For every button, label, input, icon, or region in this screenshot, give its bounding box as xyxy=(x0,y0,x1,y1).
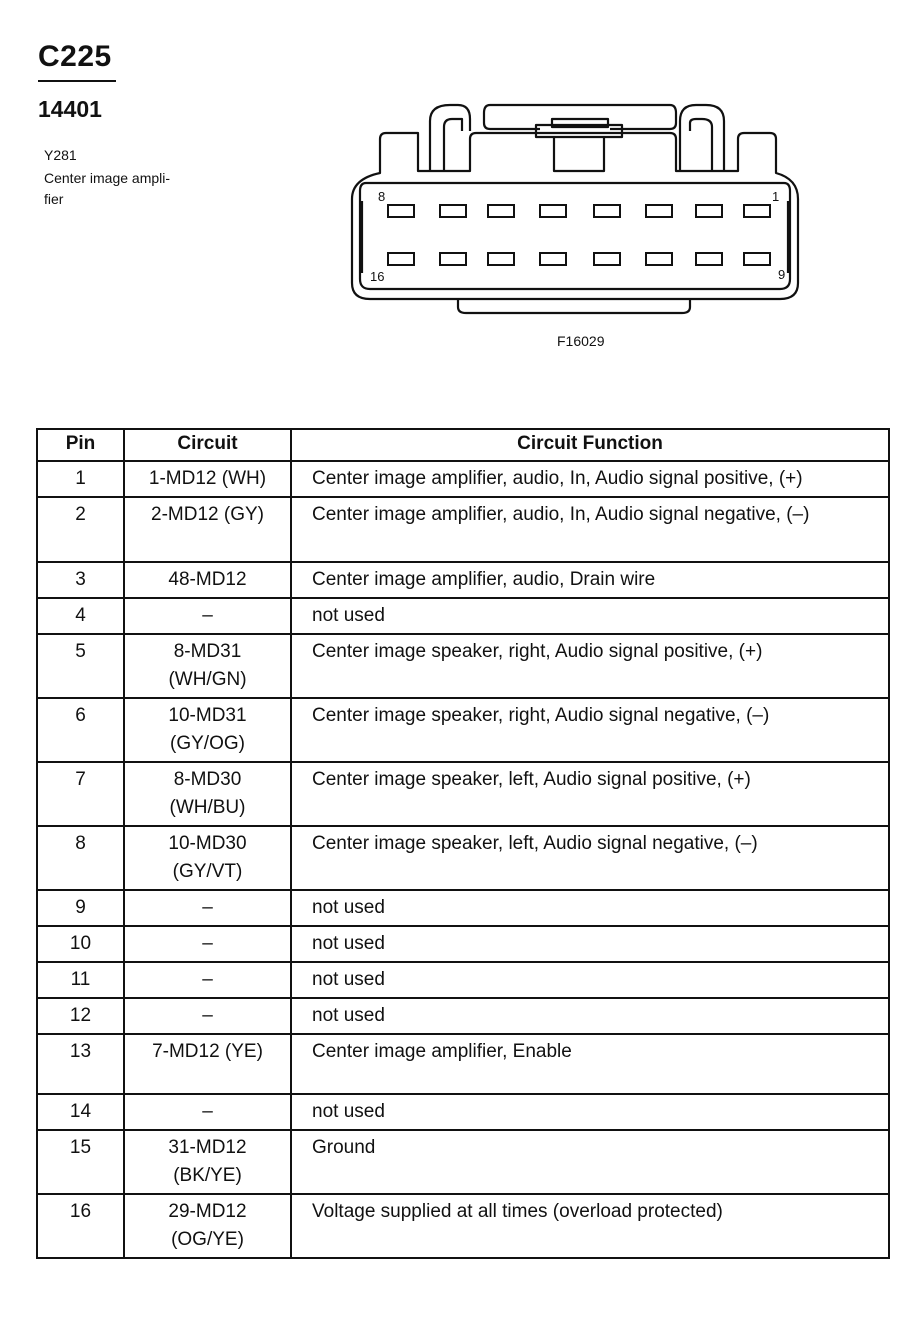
table-row xyxy=(37,461,889,497)
table-row xyxy=(37,1094,889,1130)
table-row xyxy=(37,926,889,962)
circuit-cell: – xyxy=(124,1094,291,1130)
connector-inner-outline xyxy=(360,183,790,289)
table-row xyxy=(37,698,889,762)
pin-label-top-right: 1 xyxy=(772,189,780,204)
pin-cell: 15 xyxy=(37,1130,124,1194)
pin-cell: 11 xyxy=(37,962,124,998)
pin-cell: 7 xyxy=(37,762,124,826)
function-cell: not used xyxy=(291,926,889,962)
connector-face-diagram xyxy=(340,95,810,320)
pin-cell: 10 xyxy=(37,926,124,962)
pin-label-bottom-right: 9 xyxy=(778,267,786,282)
circuit-cell: – xyxy=(124,998,291,1034)
table-row xyxy=(37,598,889,634)
pin-table-body xyxy=(37,461,889,1258)
function-cell: Center image speaker, right, Audio signal positive, (+) xyxy=(291,634,889,698)
pin-cavity xyxy=(388,253,414,265)
pin-cell: 3 xyxy=(37,562,124,598)
table-row xyxy=(37,634,889,698)
circuit-cell: 31-MD12 (BK/YE) xyxy=(124,1130,291,1194)
pin-cell: 12 xyxy=(37,998,124,1034)
circuit-cell: – xyxy=(124,926,291,962)
table-row xyxy=(37,762,889,826)
pin-cavity xyxy=(646,253,672,265)
pin-cavity xyxy=(488,205,514,217)
header-pin: Pin xyxy=(37,429,124,461)
bottom-key xyxy=(458,299,690,313)
pin-cavity xyxy=(594,253,620,265)
function-cell: Center image speaker, right, Audio signal negative, (–) xyxy=(291,698,889,762)
pin-cavity xyxy=(594,205,620,217)
left-latch xyxy=(430,105,470,171)
function-cell: Center image amplifier, audio, In, Audio signal negative, (–) xyxy=(291,497,889,562)
component-code: Y281 xyxy=(44,147,77,163)
connector-id: C225 xyxy=(38,40,112,73)
pin-table xyxy=(36,428,890,1259)
pin-cell: 1 xyxy=(37,461,124,497)
pin-cell: 13 xyxy=(37,1034,124,1094)
function-cell: not used xyxy=(291,998,889,1034)
pin-cell: 14 xyxy=(37,1094,124,1130)
pin-label-bottom-left: 16 xyxy=(370,269,385,284)
pin-cavity xyxy=(540,205,566,217)
circuit-cell: 48-MD12 xyxy=(124,562,291,598)
table-row xyxy=(37,962,889,998)
function-cell: Voltage supplied at all times (overload protected) xyxy=(291,1194,889,1258)
pin-cell: 9 xyxy=(37,890,124,926)
pin-cell: 6 xyxy=(37,698,124,762)
pin-cavity xyxy=(440,253,466,265)
component-description: Center image ampli- fier xyxy=(44,170,171,207)
circuit-cell: 10-MD30 (GY/VT) xyxy=(124,826,291,890)
table-row xyxy=(37,562,889,598)
function-cell: Center image amplifier, audio, Drain wire xyxy=(291,562,889,598)
circuit-cell: 1-MD12 (WH) xyxy=(124,461,291,497)
header-function: Circuit Function xyxy=(291,429,889,461)
pin-cavity xyxy=(388,205,414,217)
pin-cell: 16 xyxy=(37,1194,124,1258)
pin-cavity xyxy=(696,253,722,265)
circuit-cell: 8-MD30 (WH/BU) xyxy=(124,762,291,826)
table-row xyxy=(37,826,889,890)
circuit-cell: – xyxy=(124,962,291,998)
circuit-cell: – xyxy=(124,890,291,926)
pin-label-top-left: 8 xyxy=(378,189,386,204)
right-latch xyxy=(680,105,724,171)
circuit-cell: 2-MD12 (GY) xyxy=(124,497,291,562)
function-cell: Center image amplifier, audio, In, Audio signal positive, (+) xyxy=(291,461,889,497)
function-cell: not used xyxy=(291,598,889,634)
function-cell: not used xyxy=(291,962,889,998)
function-cell: Center image speaker, left, Audio signal positive, (+) xyxy=(291,762,889,826)
part-number: 14401 xyxy=(38,96,102,122)
pin-cavity xyxy=(744,205,770,217)
pin-cell: 8 xyxy=(37,826,124,890)
table-row xyxy=(37,1130,889,1194)
table-row xyxy=(37,1194,889,1258)
table-row xyxy=(37,1034,889,1094)
pin-cell: 5 xyxy=(37,634,124,698)
table-row xyxy=(37,497,889,562)
pin-cavity xyxy=(744,253,770,265)
pin-cavity xyxy=(696,205,722,217)
pin-cell: 2 xyxy=(37,497,124,562)
connector-housing xyxy=(352,133,798,299)
function-cell: Center image amplifier, Enable xyxy=(291,1034,889,1094)
function-cell: not used xyxy=(291,890,889,926)
pin-cavity xyxy=(488,253,514,265)
figure-code: F16029 xyxy=(557,333,605,349)
header-circuit: Circuit xyxy=(124,429,291,461)
pin-cell: 4 xyxy=(37,598,124,634)
table-row xyxy=(37,890,889,926)
title-underline xyxy=(38,80,116,82)
circuit-cell: 7-MD12 (YE) xyxy=(124,1034,291,1094)
pin-cavity xyxy=(646,205,672,217)
circuit-cell: 29-MD12 (OG/YE) xyxy=(124,1194,291,1258)
pin-cavity xyxy=(440,205,466,217)
function-cell: not used xyxy=(291,1094,889,1130)
function-cell: Ground xyxy=(291,1130,889,1194)
table-row xyxy=(37,998,889,1034)
pin-cavity xyxy=(540,253,566,265)
circuit-cell: 10-MD31 (GY/OG) xyxy=(124,698,291,762)
circuit-cell: – xyxy=(124,598,291,634)
table-header-row xyxy=(37,429,889,461)
function-cell: Center image speaker, left, Audio signal negative, (–) xyxy=(291,826,889,890)
circuit-cell: 8-MD31 (WH/GN) xyxy=(124,634,291,698)
